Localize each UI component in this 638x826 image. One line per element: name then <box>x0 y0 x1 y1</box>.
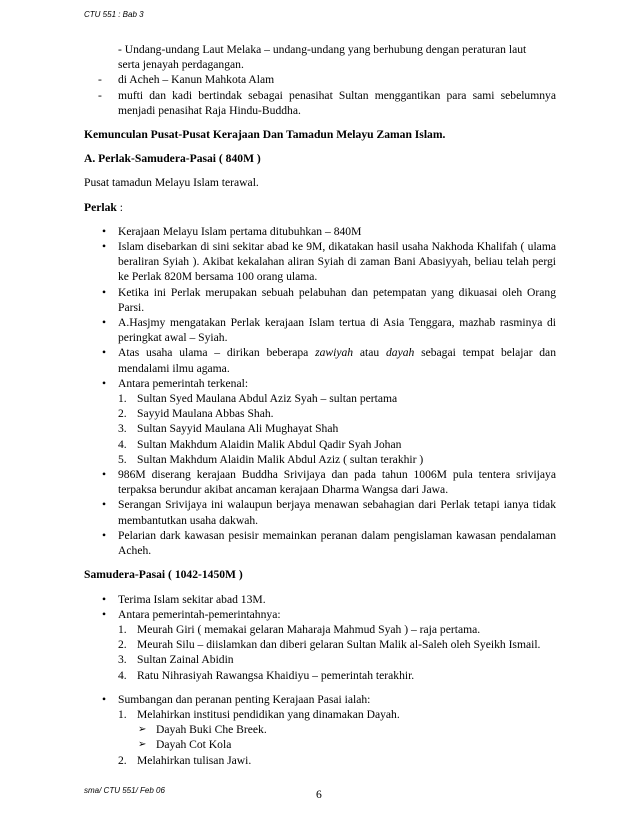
item-number: 1. <box>118 392 127 406</box>
bullet-item <box>84 607 556 622</box>
item-text: Sultan Syed Maulana Abdul Aziz Syah – sultan pertama <box>137 392 398 406</box>
bullet-glyph: • <box>102 498 107 512</box>
bullet-glyph: • <box>102 607 107 621</box>
item-text: Sultan Sayyid Maulana Ali Mughayat Shah <box>137 422 339 436</box>
bullet-text-pre: Atas usaha ulama – dirikan beberapa <box>118 346 316 360</box>
bullet-text-mid: atau <box>353 346 386 360</box>
bullet-glyph: • <box>102 285 107 299</box>
item-number: 3. <box>118 653 127 667</box>
item-text: Melahirkan institusi pendidikan yang dinamakan Dayah. <box>137 707 400 721</box>
bullet-item <box>84 315 556 345</box>
item-number: 1. <box>118 622 127 636</box>
bullet-glyph: • <box>102 316 107 330</box>
dash-marker: - <box>98 88 102 102</box>
bullet-item <box>84 285 556 315</box>
bullet-glyph: • <box>102 376 107 390</box>
bullet-text: Serangan Srivijaya ini walaupun berjaya menawan sebahagian dari Perlak tetapi ianya tidak membantutkan usaha dakwah. <box>118 498 556 527</box>
numbered-item <box>84 753 556 768</box>
arrow-bullet-icon: ➢ <box>138 739 147 751</box>
bullet-glyph: • <box>102 224 107 238</box>
running-footer: sma/ CTU 551/ Feb 06 <box>84 786 165 795</box>
bullet-text: Pelarian dark kawasan pesisir memainkan peranan dalam pengislaman kawasan pendalaman Acheh. <box>118 528 556 558</box>
numbered-item <box>84 637 556 652</box>
item-text: Sultan Zainal Abidin <box>137 653 234 667</box>
bullet-text: Kerajaan Melayu Islam pertama ditubuhkan – 840M <box>118 224 362 238</box>
item-number: 4. <box>118 437 127 451</box>
bullet-glyph: • <box>102 468 107 482</box>
numbered-item <box>84 391 556 406</box>
item-text: Sultan Makhdum Alaidin Malik Abdul Qadir Syah Johan <box>137 437 402 451</box>
dash-item-text: di Acheh – Kanun Mahkota Alam <box>118 73 275 87</box>
bullet-item <box>84 692 556 707</box>
subsection-title: A. Perlak-Samudera-Pasai ( 840M ) <box>84 152 261 166</box>
item-number: 3. <box>118 422 127 436</box>
item-text: Sayyid Maulana Abbas Shah. <box>137 407 274 421</box>
bullet-item <box>84 497 556 527</box>
perlak-colon: : <box>116 200 123 214</box>
page-content <box>84 42 556 768</box>
bullet-glyph: • <box>102 692 107 706</box>
bullet-item <box>84 224 556 239</box>
item-text: Meurah Silu – diislamkan dan diberi gelaran Sultan Malik al-Saleh oleh Syeikh Ismail. <box>137 638 541 652</box>
intro-line: - Undang-undang Laut Melaka – undang-undang yang berhubung dengan peraturan laut <box>118 43 527 56</box>
bullet-text: 986M diserang kerajaan Buddha Srivijaya dan pada tahun 1006M pula tentera srivijaya terpaksa berundur akibat ancaman kerajaan Dharma Wangsa dari Jawa. <box>118 468 556 497</box>
dash-item-text: mufti dan kadi bertindak sebagai penasihat Sultan menggantikan para sami sebelumnya menjadi penasihat Raja Hindu-Buddha. <box>118 88 556 117</box>
bullet-text: Islam disebarkan di sini sekitar abad ke 9M, dikatakan hasil usaha Nakhoda Khalifah ( ulama beraliran Syiah ). Akibat kekalahan aliran Syiah di zaman Bani Abasiyyah, beliau telah pergi ke Perlak 820M bersama 100 orang ulama. <box>118 240 556 284</box>
item-number: 2. <box>118 638 127 652</box>
numbered-item <box>84 622 556 637</box>
item-number: 2. <box>118 753 127 767</box>
numbered-item <box>84 707 556 722</box>
bullet-text: Antara pemerintah terkenal: <box>118 376 249 390</box>
arrow-item <box>84 722 556 737</box>
bullet-text: Sumbangan dan peranan penting Kerajaan Pasai ialah: <box>118 692 371 706</box>
subsection-text: Pusat tamadun Melayu Islam terawal. <box>84 176 259 190</box>
perlak-title: Perlak <box>84 200 117 214</box>
bullet-text: Terima Islam sekitar abad 13M. <box>118 592 266 606</box>
bullet-text: Ketika ini Perlak merupakan sebuah pelabuhan dan petempatan yang dikuasai oleh Orang Parsi. <box>118 285 556 314</box>
item-text: Sultan Makhdum Alaidin Malik Abdul Aziz ( sultan terakhir ) <box>137 452 424 466</box>
numbered-item <box>84 406 556 421</box>
perlak-heading <box>84 200 556 215</box>
item-text: Melahirkan tulisan Jawi. <box>137 753 252 767</box>
bullet-text: A.Hasjmy mengatakan Perlak kerajaan Islam tertua di Asia Tenggara, mazhab rasminya di peringkat awal – Syiah. <box>118 316 556 345</box>
running-header: CTU 551 : Bab 3 <box>84 10 144 19</box>
bullet-text-post: sebagai tempat belajar dan mendalami ilmu agama. <box>118 346 556 375</box>
pasai-title: Samudera-Pasai ( 1042-1450M ) <box>84 568 243 582</box>
bullet-item <box>84 345 556 375</box>
bullet-text: Antara pemerintah-pemerintahnya: <box>118 607 281 621</box>
bullet-item <box>84 239 556 285</box>
term-zawiyah: zawiyah <box>315 346 354 360</box>
arrow-item-text: Dayah Buki Che Breek. <box>156 723 267 737</box>
bullet-glyph: • <box>102 346 107 360</box>
numbered-item <box>84 421 556 436</box>
item-number: 1. <box>118 707 127 721</box>
bullet-item <box>84 528 556 558</box>
numbered-item <box>84 452 556 467</box>
bullet-item <box>84 376 556 391</box>
arrow-bullet-icon: ➢ <box>138 724 147 736</box>
section-title: Kemunculan Pusat-Pusat Kerajaan Dan Tamadun Melayu Zaman Islam. <box>84 128 446 142</box>
intro-line-cont: serta jenayah perdagangan. <box>118 58 244 72</box>
bullet-glyph: • <box>102 528 107 542</box>
bullet-item <box>84 592 556 607</box>
dash-item <box>84 72 556 87</box>
item-text: Ratu Nihrasiyah Rawangsa Khaidiyu – pemerintah terakhir. <box>137 668 415 682</box>
item-number: 4. <box>118 668 127 682</box>
bullet-glyph: • <box>102 240 107 254</box>
numbered-item <box>84 437 556 452</box>
dash-marker: - <box>98 73 102 87</box>
bullet-glyph: • <box>102 592 107 606</box>
item-number: 2. <box>118 407 127 421</box>
arrow-item <box>84 737 556 752</box>
numbered-item <box>84 652 556 667</box>
bullet-item <box>84 467 556 497</box>
dash-item <box>84 88 556 118</box>
numbered-item <box>84 668 556 683</box>
item-number: 5. <box>118 452 127 466</box>
page-number: 6 <box>316 788 322 801</box>
term-dayah: dayah <box>385 346 415 360</box>
item-text: Meurah Giri ( memakai gelaran Maharaja Mahmud Syah ) – raja pertama. <box>137 622 481 636</box>
arrow-item-text: Dayah Cot Kola <box>156 738 232 752</box>
